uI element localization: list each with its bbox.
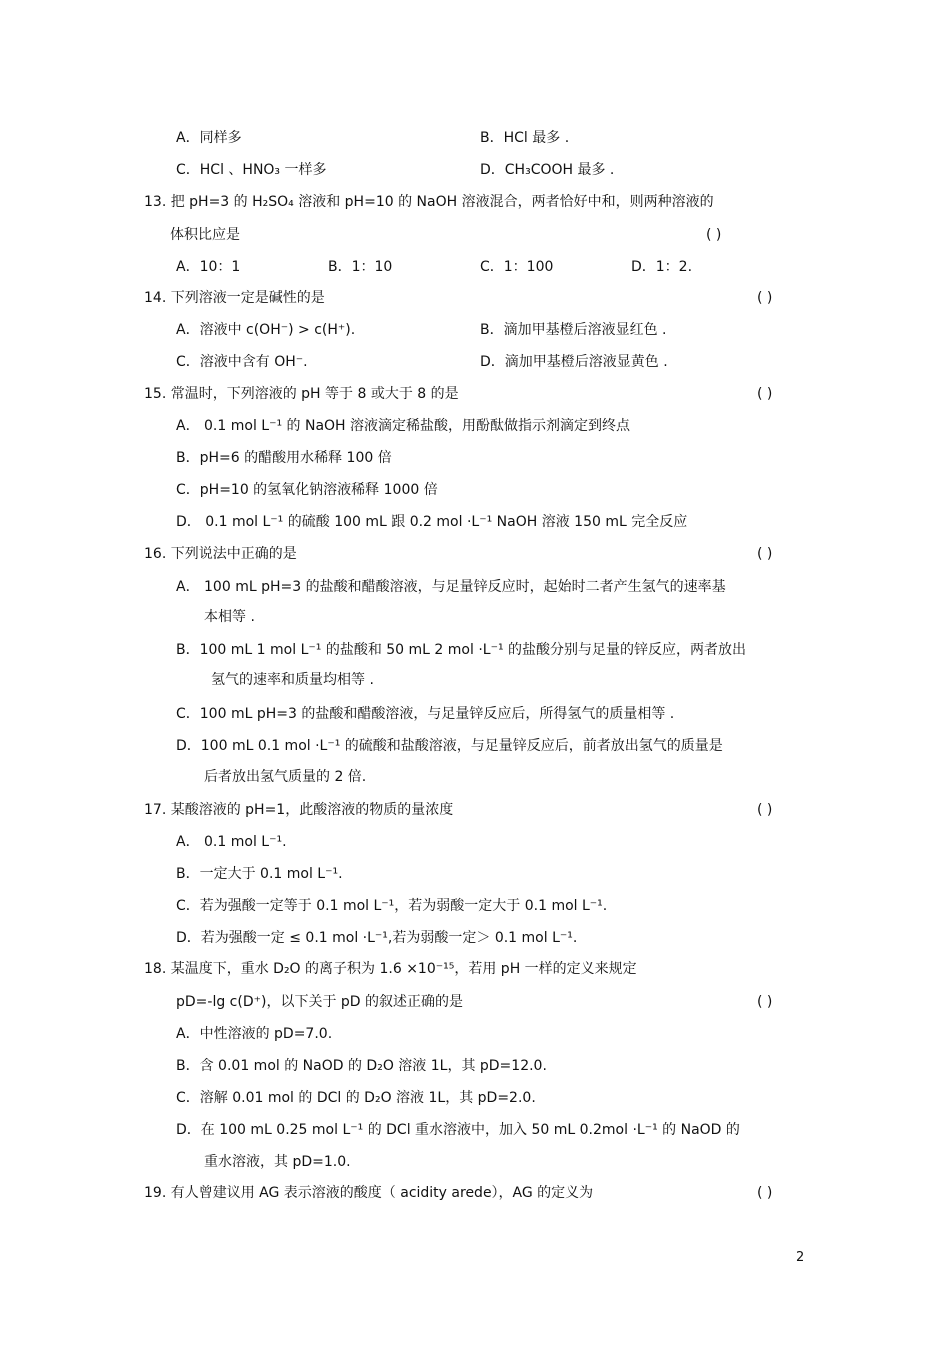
text-line: 13. 把 pH=3 的 H₂SO₄ 溶液和 pH=10 的 NaOH 溶液混合，两者恰好中和，则两种溶液的 — [144, 194, 714, 210]
text-line: B．pH=6 的醋酸用水稀释 100 倍 — [176, 450, 392, 466]
text-line: C．溶液中含有 OH⁻. — [176, 354, 308, 370]
text-line: D．在 100 mL 0.25 mol L⁻¹ 的 DCl 重水溶液中，加入 50 mL 0.2mol ·L⁻¹ 的 NaOD 的 — [176, 1122, 740, 1138]
text-line: A． 100 mL pH=3 的盐酸和醋酸溶液，与足量锌反应时，起始时二者产生氢气的速率基 — [176, 579, 726, 595]
text-line: 15. 常温时，下列溶液的 pH 等于 8 或大于 8 的是 — [144, 386, 459, 402]
text-line: D．若为强酸一定 ≤ 0.1 mol ·L⁻¹,若为弱酸一定＞ 0.1 mol L⁻¹. — [176, 930, 578, 946]
text-line: pD=-lg c(D⁺)，以下关于 pD 的叙述正确的是 — [176, 994, 464, 1010]
text-line: B．一定大于 0.1 mol L⁻¹. — [176, 866, 343, 882]
text-line: 氢气的速率和质量均相等 . — [211, 672, 374, 688]
text-line: A．同样多 — [176, 130, 242, 146]
text-line: C．若为强酸一定等于 0.1 mol L⁻¹，若为弱酸一定大于 0.1 mol L⁻¹. — [176, 898, 608, 914]
text-line: B．HCl 最多 . — [480, 130, 570, 146]
text-line: B．滴加甲基橙后溶液显红色 . — [480, 322, 667, 338]
text-line: D．滴加甲基橙后溶液显黄色 . — [480, 354, 668, 370]
text-line: 17. 某酸溶液的 pH=1，此酸溶液的物质的量浓度 — [144, 802, 454, 818]
answer-bracket: ( ) — [757, 290, 773, 306]
text-line: A．溶液中 c(OH⁻) > c(H⁺). — [176, 322, 356, 338]
text-line: 18. 某温度下，重水 D₂O 的离子积为 1.6 ×10⁻¹⁵，若用 pH 一样的定义来规定 — [144, 961, 637, 977]
text-line: B．100 mL 1 mol L⁻¹ 的盐酸和 50 mL 2 mol ·L⁻¹ 的盐酸分别与足量的锌反应，两者放出 — [176, 642, 747, 658]
answer-bracket: ( ) — [757, 994, 773, 1010]
answer-bracket: ( ) — [757, 1185, 773, 1201]
text-line: C．1：100 — [480, 259, 554, 275]
answer-bracket: ( ) — [757, 546, 773, 562]
answer-bracket: ( ) — [757, 386, 773, 402]
text-line: A．10：1 — [176, 259, 241, 275]
page-number: 2 — [796, 1250, 805, 1265]
text-line: C．pH=10 的氢氧化钠溶液稀释 1000 倍 — [176, 482, 438, 498]
text-line: A．中性溶液的 pD=7.0. — [176, 1026, 333, 1042]
text-line: 本相等 . — [204, 609, 255, 625]
text-line: 14. 下列溶液一定是碱性的是 — [144, 290, 325, 306]
text-line: B．1：10 — [328, 259, 393, 275]
text-line: 16. 下列说法中正确的是 — [144, 546, 297, 562]
text-line: B．含 0.01 mol 的 NaOD 的 D₂O 溶液 1L，其 pD=12.0. — [176, 1058, 547, 1074]
text-line: C．溶解 0.01 mol 的 DCl 的 D₂O 溶液 1L，其 pD=2.0. — [176, 1090, 536, 1106]
text-line: A． 0.1 mol L⁻¹ 的 NaOH 溶液滴定稀盐酸，用酚酞做指示剂滴定到终点 — [176, 418, 631, 434]
text-line: C．100 mL pH=3 的盐酸和醋酸溶液，与足量锌反应后，所得氢气的质量相等 . — [176, 706, 675, 722]
answer-bracket: ( ) — [706, 227, 722, 243]
text-line: 19. 有人曾建议用 AG 表示溶液的酸度（ acidity arede），AG 的定义为 — [144, 1185, 594, 1201]
text-line: A． 0.1 mol L⁻¹. — [176, 834, 287, 850]
text-line: C．HCl 、HNO₃ 一样多 — [176, 162, 327, 178]
text-line: D．100 mL 0.1 mol ·L⁻¹ 的硫酸和盐酸溶液，与足量锌反应后，前者放出氢气的质量是 — [176, 738, 723, 754]
text-line: 体积比应是 — [170, 227, 240, 243]
text-line: 重水溶液，其 pD=1.0. — [204, 1154, 351, 1170]
answer-bracket: ( ) — [757, 802, 773, 818]
text-line: D． 0.1 mol L⁻¹ 的硫酸 100 mL 跟 0.2 mol ·L⁻¹ NaOH 溶液 150 mL 完全反应 — [176, 514, 688, 530]
text-line: D．1：2. — [631, 259, 693, 275]
text-line: D．CH₃COOH 最多 . — [480, 162, 615, 178]
text-line: 后者放出氢气质量的 2 倍. — [204, 769, 367, 785]
